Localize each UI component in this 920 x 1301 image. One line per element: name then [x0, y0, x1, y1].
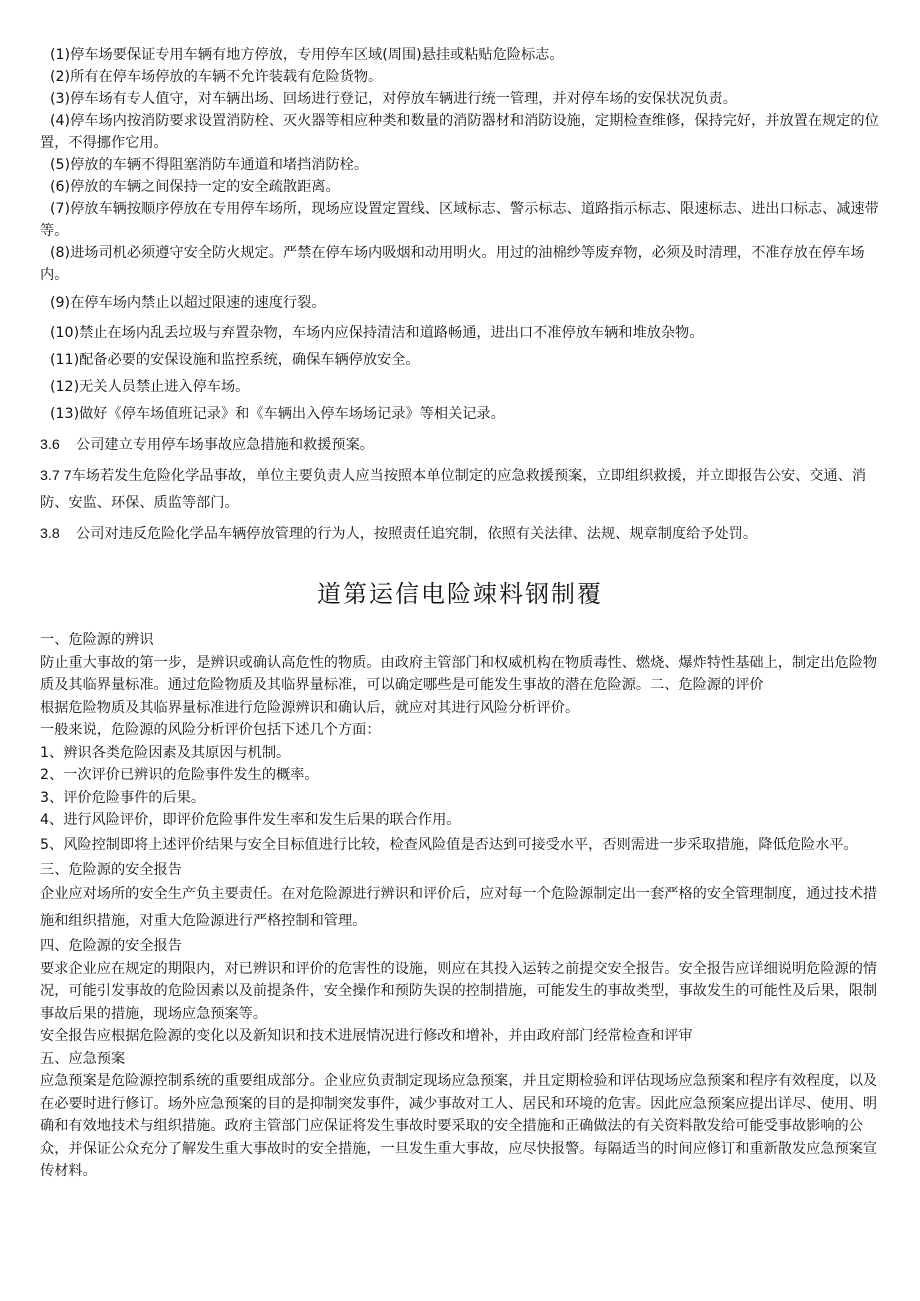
- document-title: 道第运信电险竦料钢制覆: [317, 580, 603, 608]
- section-number: 3.7: [40, 468, 60, 484]
- section-3-6: [40, 432, 880, 459]
- paragraph: 企业应对场所的安全生产负主要责任。在对危险源进行辨识和评价后，应对每一个危险源制定出一套严格的安全管理制度，通过技术措施和组织措施，对重大危险源进行严格控制和管理。: [40, 886, 878, 929]
- paragraph: 应急预案是危险源控制系统的重要组成部分。企业应负责制定现场应急预案，并且定期检验和评估现场应急预案和程序有效程度，以及在必要时进行修订。场外应急预案的目的是抑制突发事件，减少事故对工人、居民和环境的危害。因此应急预案应提出详尽、使用、明确和有效地技术与组织措施。政府主管部门应保证将发生事故时要采取的安全措施和正确做法的有关资料散发给可能受事故影响的公众，并保证公众充分了解发生重大事故时的安全措施，一旦发生重大事故，应尽快报警。每隔适当的时间应修订和重新散发应急预案宣传材料。: [40, 1073, 878, 1179]
- paragraph: 根据危险物质及其临界量标准进行危险源辨识和确认后，就应对其进行风险分析评价。: [40, 699, 580, 716]
- paragraph: 防止重大事故的第一步，是辨识或确认高危性的物质。由政府主管部门和权威机构在物质毒性、燃烧、爆炸特性基础上，制定出危险物质及其临界量标准。通过危险物质及其临界量标准，可以确定哪些是可能发生事故的潜在危险源。二、危险源的评价: [40, 654, 878, 693]
- document-page: [40, 44, 880, 1183]
- heading-3: 三、危险源的安全报告: [40, 861, 182, 878]
- paragraph: 一般来说，危险源的风险分析评价包括下述几个方面：: [40, 722, 381, 738]
- rule-12: (12)无关人员禁止进入停车场。: [50, 379, 250, 395]
- list-item: 4、进行风险评价，即评价危险事件发生率和发生后果的联合作用。: [40, 812, 461, 828]
- rule-2: (2)所有在停车场停放的车辆不允许装载有危险货物。: [50, 69, 383, 85]
- heading-5: 五、应急预案: [40, 1050, 126, 1067]
- paragraph: 要求企业应在规定的期限内，对已辨识和评价的危害性的设施，则应在其投入运转之前提交安全报告。安全报告应详细说明危险源的情况，可能引发事故的危险因素以及前提条件，安全操作和预防失误的控制措施，可能发生的事故类型，事故发生的可能性及后果，限制事故后果的措施，现场应急预案等。: [40, 960, 878, 1022]
- section-number: 3.8: [40, 526, 60, 542]
- section-text: 公司对违反危险化学品车辆停放管理的行为人，按照责任追究制，依照有关法律、法规、规章制度给予处罚。: [76, 526, 758, 542]
- list-item: 3、评价危险事件的后果。: [40, 789, 206, 806]
- rule-4: (4)停车场内按消防要求设置消防栓、灭火器等相应种类和数量的消防器材和消防设施，定期检查维修，保持完好，并放置在规定的位置，不得挪作它用。: [40, 113, 879, 151]
- heading-4: 四、危险源的安全报告: [40, 938, 182, 954]
- rule-13: (13)做好《停车场值班记录》和《车辆出入停车场场记录》等相关记录。: [50, 406, 505, 422]
- heading-1: 一、危险源的辨识: [40, 632, 154, 648]
- rule-5: (5)停放的车辆不得阻塞消防车通道和堵挡消防栓。: [50, 157, 369, 173]
- list-item: 2、一次评价已辨识的危险事件发生的概率。: [40, 767, 319, 783]
- section-3-8: [40, 521, 880, 548]
- rule-10: (10)禁止在场内乱丢垃圾与弃置杂物，车场内应保持清洁和道路畅通，进出口不准停放车辆和堆放杂物。: [50, 325, 704, 341]
- rule-6: (6)停放的车辆之间保持一定的安全疏散距离。: [50, 179, 340, 195]
- rule-9: (9)在停车场内禁止以超过限速的速度行裂。: [50, 295, 326, 311]
- rule-7: (7)停放车辆按顺序停放在专用停车场所，现场应设置定置线、区域标志、警示标志、道路指示标志、限速标志、进出口标志、减速带等。: [40, 201, 879, 239]
- list-item: 5、风险控制即将上述评价结果与安全目标值进行比较，检查风险值是否达到可接受水平，否则需进一步采取措施，降低危险水平。: [40, 836, 858, 853]
- section-3-7: [40, 463, 880, 517]
- section-number: 3.6: [40, 437, 60, 453]
- document-body: [40, 629, 880, 1183]
- list-item: 1、辨识各类危险因素及其原因与机制。: [40, 744, 291, 761]
- rule-1: (1)停车场要保证专用车辆有地方停放，专用停车区域(周围)悬挂或粘贴危险标志。: [50, 47, 564, 63]
- rule-3: (3)停车场有专人值守，对车辆出场、回场进行登记，对停放车辆进行统一管理，并对停车场的安保状况负责。: [50, 91, 737, 107]
- section-text: 公司建立专用停车场事故应急措施和救援预案。: [76, 437, 374, 453]
- paragraph: 安全报告应根据危险源的变化以及新知识和技术进展情况进行修改和增补，并由政府部门经常检查和评审: [40, 1028, 693, 1044]
- rule-8: (8)进场司机必须遵守安全防火规定。严禁在停车场内吸烟和动用明火。用过的油棉纱等废弃物，必须及时清理，不准存放在停车场内。: [40, 245, 865, 283]
- section-text: 7车场若发生危险化学品事故，单位主要负责人应当按照本单位制定的应急救援预案，立即组织救援，并立即报告公安、交通、消防、安监、环保、质监等部门。: [40, 468, 867, 511]
- rule-11: (11)配备必要的安保设施和监控系统，确保车辆停放安全。: [50, 352, 420, 368]
